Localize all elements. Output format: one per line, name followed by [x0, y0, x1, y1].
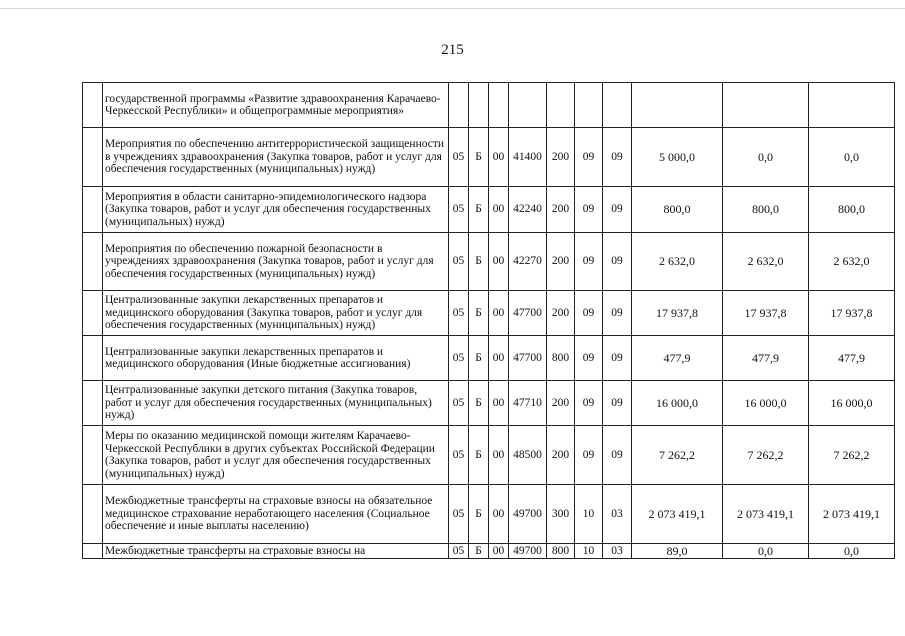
row-blank-cell: [83, 544, 103, 559]
direction-code: [509, 83, 547, 128]
amount-year-2: 2 073 419,1: [723, 485, 809, 544]
program-code: 05: [449, 544, 469, 559]
table-row: [83, 233, 895, 291]
amount-year-3: 2 632,0: [809, 233, 895, 291]
direction-code: 47700: [509, 291, 547, 336]
subsection-code: 09: [603, 426, 632, 485]
main-event-code: 00: [489, 187, 509, 233]
row-blank-cell: [83, 336, 103, 381]
main-event-code: 00: [489, 128, 509, 187]
amount-year-1: 800,0: [632, 187, 723, 233]
expense-type-code: 200: [547, 426, 575, 485]
amount-year-3: 800,0: [809, 187, 895, 233]
subsection-code: 03: [603, 485, 632, 544]
main-event-code: 00: [489, 233, 509, 291]
amount-year-1: 5 000,0: [632, 128, 723, 187]
section-code: 09: [575, 233, 603, 291]
main-event-code: [489, 83, 509, 128]
subprogram-code: Б: [469, 426, 489, 485]
expense-type-code: 200: [547, 291, 575, 336]
subsection-code: 03: [603, 544, 632, 559]
amount-year-3: 17 937,8: [809, 291, 895, 336]
row-blank-cell: [83, 381, 103, 426]
expense-description: Мероприятия по обеспечению антитеррористической защищенности в учреждениях здравоохранения (Закупка товаров, работ и услуг для обеспечения государственных (муниципальных) нужд): [103, 128, 449, 187]
program-code: 05: [449, 336, 469, 381]
direction-code: 47700: [509, 336, 547, 381]
expense-type-code: 200: [547, 187, 575, 233]
expense-description: Централизованные закупки лекарственных препаратов и медицинского оборудования (Иные бюджетные ассигнования): [103, 336, 449, 381]
expense-description: Меры по оказанию медицинской помощи жителям Карачаево-Черкесской Республики в других субъектах Российской Федерации (Закупка товаров, работ и услуг для обеспечения государственных (муниципальных) нужд): [103, 426, 449, 485]
subprogram-code: Б: [469, 544, 489, 559]
row-blank-cell: [83, 291, 103, 336]
amount-year-3: 16 000,0: [809, 381, 895, 426]
amount-year-2: 16 000,0: [723, 381, 809, 426]
section-code: [575, 83, 603, 128]
amount-year-3: 2 073 419,1: [809, 485, 895, 544]
amount-year-1: 2 632,0: [632, 233, 723, 291]
expense-description: Мероприятия в области санитарно-эпидемиологического надзора (Закупка товаров, работ и услуг для обеспечения государственных (муниципальных) нужд): [103, 187, 449, 233]
subsection-code: [603, 83, 632, 128]
subsection-code: 09: [603, 187, 632, 233]
expense-type-code: [547, 83, 575, 128]
subprogram-code: Б: [469, 233, 489, 291]
table-row: [83, 187, 895, 233]
table-row: [83, 336, 895, 381]
program-code: 05: [449, 485, 469, 544]
subsection-code: 09: [603, 233, 632, 291]
main-event-code: 00: [489, 291, 509, 336]
subprogram-code: Б: [469, 381, 489, 426]
expense-description: государственной программы «Развитие здравоохранения Карачаево-Черкесской Республики» и общепрограммные мероприятия»: [103, 83, 449, 128]
main-event-code: 00: [489, 485, 509, 544]
amount-year-2: 7 262,2: [723, 426, 809, 485]
main-event-code: 00: [489, 544, 509, 559]
row-blank-cell: [83, 233, 103, 291]
subsection-code: 09: [603, 336, 632, 381]
section-code: 09: [575, 381, 603, 426]
amount-year-1: 2 073 419,1: [632, 485, 723, 544]
expense-type-code: 800: [547, 544, 575, 559]
row-blank-cell: [83, 83, 103, 128]
section-code: 09: [575, 426, 603, 485]
direction-code: 49700: [509, 485, 547, 544]
table-row: [83, 426, 895, 485]
expense-type-code: 200: [547, 128, 575, 187]
amount-year-3: 477,9: [809, 336, 895, 381]
section-code: 10: [575, 544, 603, 559]
section-code: 10: [575, 485, 603, 544]
program-code: 05: [449, 187, 469, 233]
program-code: 05: [449, 381, 469, 426]
expense-description: Межбюджетные трансферты на страховые взносы на обязательное медицинское страхование неработающего населения (Социальное обеспечение и иные выплаты населению): [103, 485, 449, 544]
direction-code: 41400: [509, 128, 547, 187]
direction-code: 48500: [509, 426, 547, 485]
table-row: [83, 485, 895, 544]
program-code: [449, 83, 469, 128]
amount-year-2: 17 937,8: [723, 291, 809, 336]
budget-table: [82, 82, 895, 559]
subprogram-code: Б: [469, 336, 489, 381]
row-blank-cell: [83, 128, 103, 187]
program-code: 05: [449, 291, 469, 336]
main-event-code: 00: [489, 426, 509, 485]
amount-year-1: 17 937,8: [632, 291, 723, 336]
table-row: [83, 128, 895, 187]
table-body: [83, 83, 895, 559]
program-code: 05: [449, 233, 469, 291]
amount-year-1: [632, 83, 723, 128]
amount-year-2: 800,0: [723, 187, 809, 233]
subprogram-code: Б: [469, 485, 489, 544]
subprogram-code: Б: [469, 128, 489, 187]
amount-year-1: 89,0: [632, 544, 723, 559]
expense-description: Межбюджетные трансферты на страховые взносы на: [103, 544, 449, 559]
expense-description: Централизованные закупки детского питания (Закупка товаров, работ и услуг для обеспечения государственных (муниципальных) нужд): [103, 381, 449, 426]
amount-year-2: 0,0: [723, 544, 809, 559]
scan-edge-line: [0, 8, 905, 9]
table-row: [83, 291, 895, 336]
program-code: 05: [449, 128, 469, 187]
page-number: 215: [441, 42, 464, 58]
amount-year-1: 16 000,0: [632, 381, 723, 426]
amount-year-2: 477,9: [723, 336, 809, 381]
subprogram-code: Б: [469, 291, 489, 336]
expense-type-code: 800: [547, 336, 575, 381]
amount-year-3: [809, 83, 895, 128]
amount-year-3: 7 262,2: [809, 426, 895, 485]
subprogram-code: [469, 83, 489, 128]
expense-type-code: 300: [547, 485, 575, 544]
section-code: 09: [575, 291, 603, 336]
program-code: 05: [449, 426, 469, 485]
expense-type-code: 200: [547, 233, 575, 291]
amount-year-3: 0,0: [809, 544, 895, 559]
amount-year-1: 7 262,2: [632, 426, 723, 485]
amount-year-2: [723, 83, 809, 128]
subsection-code: 09: [603, 128, 632, 187]
amount-year-2: 2 632,0: [723, 233, 809, 291]
table-row: [83, 83, 895, 128]
expense-description: Централизованные закупки лекарственных препаратов и медицинского оборудования (Закупка товаров, работ и услуг для обеспечения государственных (муниципальных) нужд): [103, 291, 449, 336]
amount-year-3: 0,0: [809, 128, 895, 187]
section-code: 09: [575, 336, 603, 381]
subprogram-code: Б: [469, 187, 489, 233]
direction-code: 42270: [509, 233, 547, 291]
direction-code: 42240: [509, 187, 547, 233]
expense-description: Мероприятия по обеспечению пожарной безопасности в учреждениях здравоохранения (Закупка товаров, работ и услуг для обеспечения государственных (муниципальных) нужд): [103, 233, 449, 291]
row-blank-cell: [83, 187, 103, 233]
amount-year-2: 0,0: [723, 128, 809, 187]
main-event-code: 00: [489, 381, 509, 426]
main-event-code: 00: [489, 336, 509, 381]
subsection-code: 09: [603, 291, 632, 336]
section-code: 09: [575, 128, 603, 187]
direction-code: 49700: [509, 544, 547, 559]
direction-code: 47710: [509, 381, 547, 426]
row-blank-cell: [83, 426, 103, 485]
table-row: [83, 381, 895, 426]
table-row: [83, 544, 895, 559]
section-code: 09: [575, 187, 603, 233]
row-blank-cell: [83, 485, 103, 544]
amount-year-1: 477,9: [632, 336, 723, 381]
subsection-code: 09: [603, 381, 632, 426]
expense-type-code: 200: [547, 381, 575, 426]
